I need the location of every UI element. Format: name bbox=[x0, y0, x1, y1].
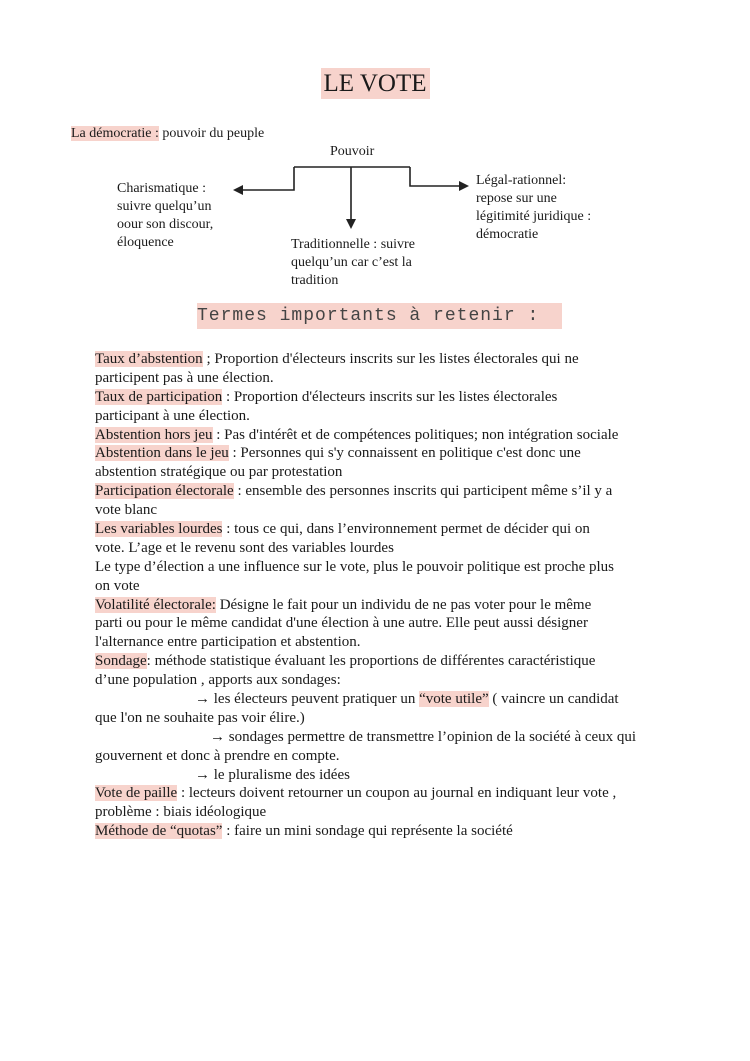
line-text: problème : biais idéologique bbox=[95, 804, 267, 821]
text-line bbox=[95, 822, 675, 841]
term-highlight: “vote utile” bbox=[419, 691, 489, 708]
text-line bbox=[95, 728, 675, 747]
text-line bbox=[95, 426, 675, 445]
line-text: → les électeurs peuvent pratiquer un bbox=[195, 691, 420, 708]
text-line bbox=[95, 596, 675, 615]
term-highlight: Taux d’abstention bbox=[95, 351, 203, 367]
line-text: Désigne le fait pour un individu de ne pas voter pour le même bbox=[215, 596, 592, 613]
line-text: parti ou pour le même candidat d'une élection à une autre. Elle peut aussi désigner bbox=[95, 615, 588, 632]
definition-text: pouvoir du peuple bbox=[158, 126, 265, 141]
node-charismatique: Charismatique : suivre quelqu’un oour son discour, éloquence bbox=[117, 181, 214, 250]
text-line bbox=[95, 558, 675, 577]
arrow-right-icon bbox=[459, 181, 469, 191]
line-text: : méthode statistique évaluant les proportions de différentes caractéristique bbox=[146, 653, 596, 670]
text-line bbox=[95, 369, 675, 388]
connector-right bbox=[410, 167, 462, 186]
text-line bbox=[95, 463, 675, 482]
text-line bbox=[95, 633, 675, 652]
text-line bbox=[95, 520, 675, 539]
line-text: : ensemble des personnes inscrits qui participent même s’il y a bbox=[233, 483, 613, 500]
line-text: : Pas d'intérêt et de compétences politiques; non intégration sociale bbox=[212, 426, 619, 443]
text-line bbox=[95, 766, 675, 785]
text-line bbox=[95, 577, 675, 596]
text-line bbox=[95, 614, 675, 633]
term-highlight: Volatilité électorale: bbox=[95, 596, 216, 613]
term-highlight: Méthode de “quotas” bbox=[95, 823, 223, 840]
section-subtitle: Termes importants à retenir : bbox=[197, 303, 562, 329]
text-line bbox=[95, 482, 675, 501]
text-line bbox=[95, 652, 675, 671]
term-highlight: Abstention dans le jeu bbox=[95, 445, 229, 462]
line-text: : lecteurs doivent retourner un coupon au journal en indiquant leur vote , bbox=[177, 785, 617, 802]
line-text: on vote bbox=[95, 577, 140, 594]
text-line bbox=[95, 388, 675, 407]
line-text: → sondages permettre de transmettre l’opinion de la société à ceux qui bbox=[210, 728, 637, 745]
term-highlight: Les variables lourdes bbox=[95, 521, 223, 538]
terms-list bbox=[95, 350, 675, 841]
term-highlight: Participation électorale bbox=[95, 483, 234, 500]
text-line bbox=[95, 444, 675, 463]
line-text: : Personnes qui s'y connaissent en politique c'est donc une bbox=[228, 445, 581, 462]
text-line bbox=[95, 350, 675, 369]
text-line bbox=[95, 709, 675, 728]
text-line bbox=[95, 539, 675, 558]
line-text: Le type d’élection a une influence sur le vote, plus le pouvoir politique est proche plus bbox=[95, 558, 615, 575]
line-text: d’une population , apports aux sondages: bbox=[95, 672, 341, 689]
node-legal-rationnel: Légal-rationnel: repose sur une légitimité juridique : démocratie bbox=[476, 173, 592, 242]
term-highlight: La démocratie : bbox=[71, 126, 159, 141]
text-line bbox=[95, 690, 675, 709]
arrow-down-icon bbox=[346, 219, 356, 229]
line-text: participent pas à une élection. bbox=[95, 369, 274, 386]
term-highlight: Taux de participation bbox=[95, 388, 223, 405]
text-line bbox=[95, 671, 675, 690]
line-text: : tous ce qui, dans l’environnement permet de décider qui on bbox=[222, 521, 590, 538]
connector-left bbox=[240, 167, 294, 190]
line-text: l'alternance entre participation et abstention. bbox=[95, 634, 361, 651]
line-text: ; Proportion d'électeurs inscrits sur les listes électorales qui ne bbox=[202, 351, 579, 367]
line-text: ( vaincre un candidat bbox=[488, 691, 619, 708]
line-text: vote. L’age et le revenu sont des variables lourdes bbox=[95, 539, 394, 556]
text-line bbox=[95, 747, 675, 766]
line-text: : faire un mini sondage qui représente la société bbox=[222, 823, 513, 840]
term-highlight: Sondage bbox=[95, 653, 147, 670]
line-text: vote blanc bbox=[95, 502, 158, 519]
line-text: que l'on ne souhaite pas voir élire.) bbox=[95, 709, 305, 726]
text-line bbox=[95, 407, 675, 426]
line-text: abstention stratégique ou par protestation bbox=[95, 464, 343, 481]
term-highlight: Abstention hors jeu bbox=[95, 426, 213, 443]
term-highlight: Vote de paille bbox=[95, 785, 178, 802]
text-line bbox=[95, 501, 675, 520]
node-traditionnelle: Traditionnelle : suivre quelqu’un car c’est la tradition bbox=[291, 237, 415, 288]
line-text: gouvernent et donc à prendre en compte. bbox=[95, 747, 340, 764]
line-text: → le pluralisme des idées bbox=[195, 766, 350, 783]
text-line bbox=[95, 784, 675, 803]
page-title: LE VOTE bbox=[0, 70, 750, 98]
line-text: participant à une élection. bbox=[95, 407, 250, 424]
node-pouvoir: Pouvoir bbox=[330, 144, 375, 159]
line-text: : Proportion d'électeurs inscrits sur les listes électorales bbox=[222, 388, 558, 405]
text-line bbox=[95, 803, 675, 822]
